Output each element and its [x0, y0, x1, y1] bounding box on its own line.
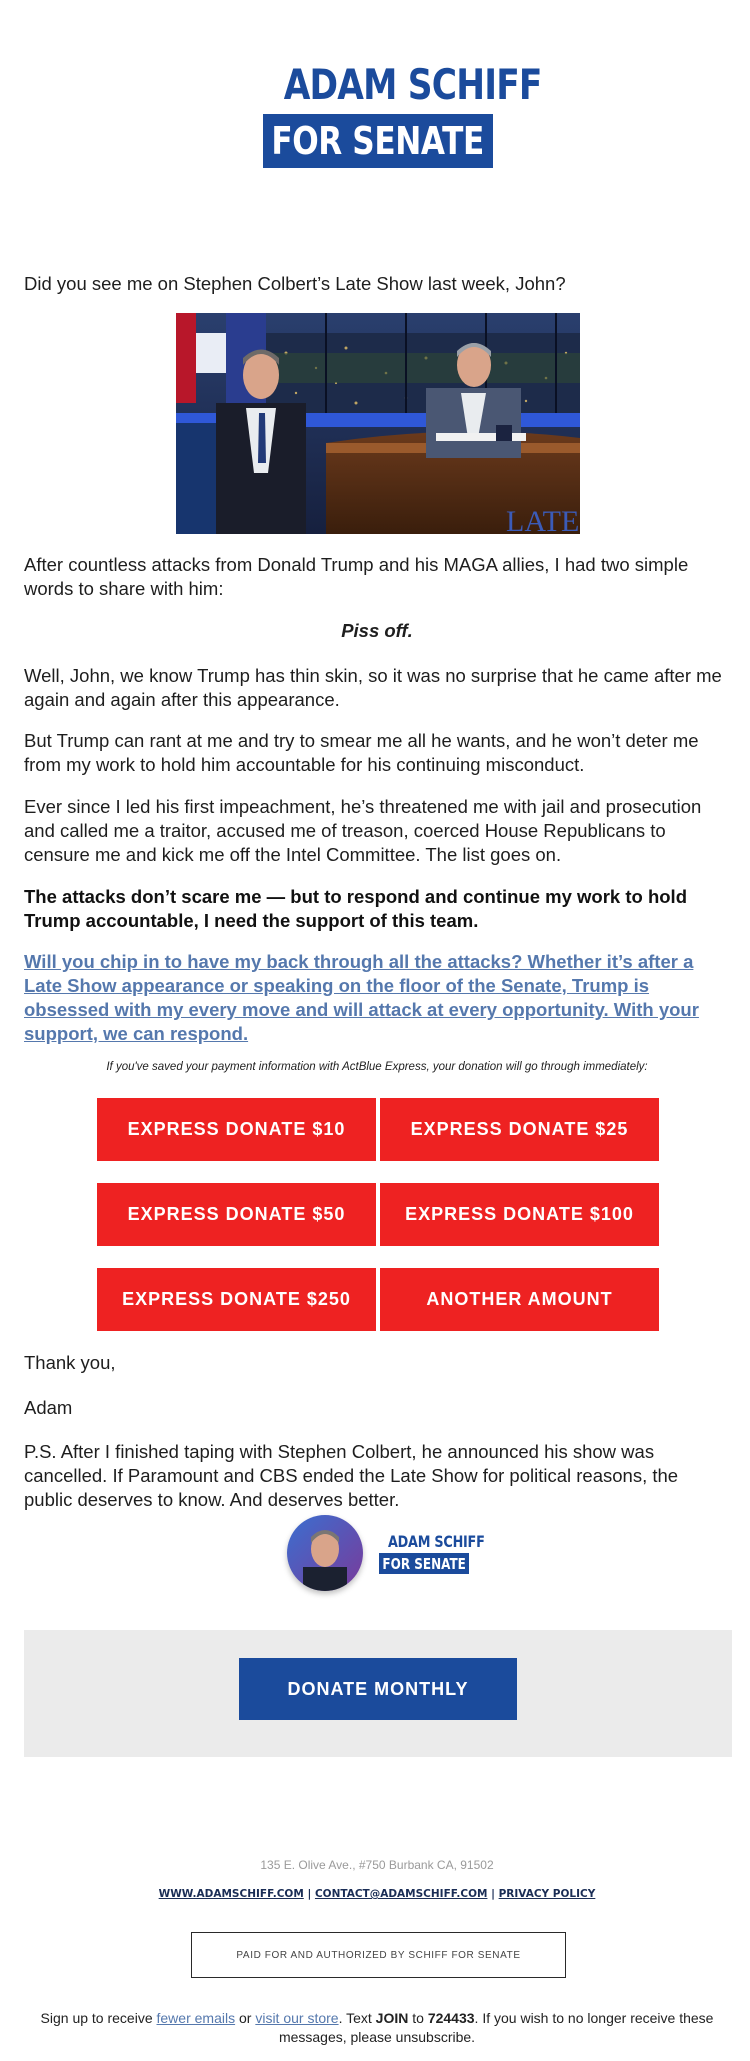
- text-prefix: . Text: [338, 2010, 376, 2026]
- link-separator: |: [491, 1888, 495, 1900]
- express-donate-50-button[interactable]: EXPRESS DONATE $50: [97, 1183, 376, 1246]
- portrait-illustration: [287, 1515, 363, 1591]
- monthly-donate-panel: [24, 1630, 732, 1757]
- footer-links: [24, 1888, 730, 1900]
- signature-logo-banner: [379, 1553, 469, 1574]
- paragraph-attacks: After countless attacks from Donald Trump and his MAGA allies, I had two simple words to share with him:: [24, 554, 689, 599]
- visit-store-link[interactable]: visit our store: [255, 2010, 339, 2026]
- shortcode: 724433: [427, 2010, 475, 2026]
- paragraph-impeachment: Ever since I led his first impeachment, he’s threatened me with jail and prosecution and called me a traitor, accused me of treason, coerced House Republicans to censure me and kick me off the Intel Committee. The list goes on.: [24, 796, 702, 865]
- signature-logo-line-1: ADAM SCHIFF: [388, 1532, 485, 1551]
- signature-name: Adam: [24, 1397, 73, 1418]
- footer-signup-text: [24, 2009, 730, 2047]
- contact-link[interactable]: CONTACT@ADAMSCHIFF.COM: [314, 1888, 488, 1900]
- late-sign-text: LATE: [506, 505, 580, 534]
- footer-address: 135 E. Olive Ave., #750 Burbank CA, 91502: [260, 1858, 494, 1872]
- emphasis-text: Piss off.: [341, 620, 413, 641]
- logo-line-1: ADAM SCHIFF: [283, 60, 542, 109]
- express-donate-10-button[interactable]: EXPRESS DONATE $10: [97, 1098, 376, 1161]
- express-donate-100-button[interactable]: EXPRESS DONATE $100: [380, 1183, 659, 1246]
- fewer-emails-link[interactable]: fewer emails: [156, 2010, 236, 2026]
- or-text: or: [235, 2010, 256, 2026]
- late-show-illustration: [176, 313, 580, 534]
- express-donate-25-button[interactable]: EXPRESS DONATE $25: [380, 1098, 659, 1161]
- signup-prefix: Sign up to receive: [40, 2010, 157, 2026]
- donate-monthly-button[interactable]: DONATE MONTHLY: [239, 1658, 517, 1720]
- avatar: [287, 1515, 363, 1591]
- signature-logo-line-2: FOR SENATE: [382, 1554, 466, 1573]
- signature-block: [287, 1515, 485, 1591]
- logo-line-2: FOR SENATE: [271, 119, 485, 163]
- privacy-policy-link[interactable]: PRIVACY POLICY: [498, 1888, 596, 1900]
- actblue-express-note: If you've saved your payment information with ActBlue Express, your donation will go through immediately:: [106, 1061, 648, 1073]
- postscript-text: P.S. After I finished taping with Stephen Colbert, he announced his show was cancelled. If Paramount and CBS ended the Late Show for political reasons, the public deserves to know. And deserves better.: [24, 1441, 679, 1510]
- express-donate-250-button[interactable]: EXPRESS DONATE $250: [97, 1268, 376, 1331]
- join-keyword: JOIN: [375, 2010, 409, 2026]
- donate-ask-link[interactable]: Will you chip in to have my back through all the attacks? Whether it’s after a Late Show appearance or speaking on the floor of the Senate, Trump is obsessed with my every move and will attack at every opportunity. With your support, we can respond.: [24, 951, 699, 1044]
- unsubscribe-text: . If you wish to no longer receive these messages, please unsubscribe.: [278, 2010, 714, 2045]
- late-show-image[interactable]: [176, 313, 580, 534]
- paid-for-disclaimer: PAID FOR AND AUTHORIZED BY SCHIFF FOR SENATE: [191, 1932, 566, 1978]
- paragraph-support: The attacks don’t scare me — but to respond and continue my work to hold Trump accountable, I need the support of this team.: [24, 886, 688, 931]
- thank-you-text: Thank you,: [24, 1352, 116, 1373]
- another-amount-button[interactable]: ANOTHER AMOUNT: [380, 1268, 659, 1331]
- website-link[interactable]: WWW.ADAMSCHIFF.COM: [158, 1888, 304, 1900]
- to-text: to: [408, 2010, 428, 2026]
- greeting-text: Did you see me on Stephen Colbert’s Late Show last week, John?: [24, 273, 566, 294]
- signature-logo: [379, 1532, 485, 1574]
- logo-banner: [263, 114, 493, 168]
- paragraph-thin-skin: Well, John, we know Trump has thin skin, so it was no surprise that he came after me again and again after this appearance.: [24, 665, 722, 710]
- campaign-logo: [263, 60, 542, 168]
- paragraph-accountable: But Trump can rant at me and try to smear me all he wants, and he won’t deter me from my work to hold him accountable for his continuing misconduct.: [24, 730, 699, 775]
- link-separator: |: [307, 1888, 312, 1900]
